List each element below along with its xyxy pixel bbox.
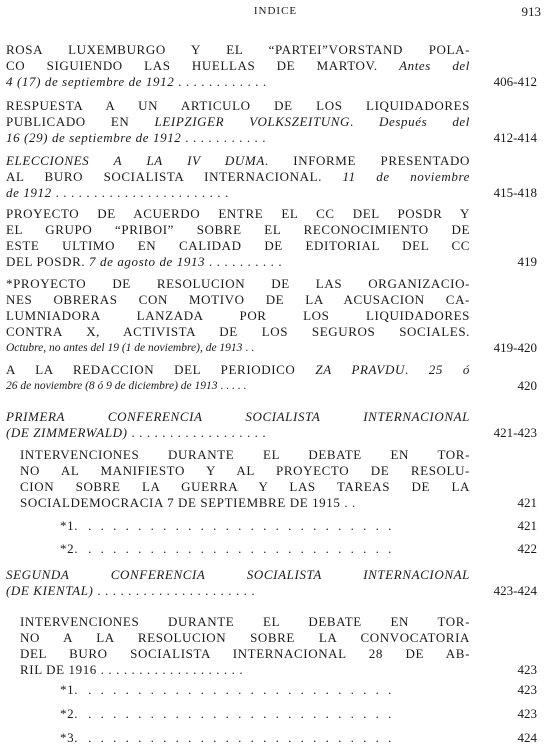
entry-line bbox=[6, 114, 470, 130]
page-reference: 422 bbox=[517, 541, 537, 556]
italic-text: Octubre, no antes del 19 (1 de noviembre), de 1913 bbox=[6, 342, 243, 354]
toc-entry bbox=[20, 614, 470, 678]
entry-text: NO AL MANIFIESTO Y AL PROYECTO DE RESOLU- bbox=[20, 463, 470, 478]
toc-subentry bbox=[60, 706, 470, 722]
toc-entry bbox=[6, 409, 470, 441]
entry-line bbox=[6, 74, 470, 90]
entry-line bbox=[6, 362, 470, 378]
entry-text: . . . . . . . . . . . bbox=[181, 130, 267, 145]
toc-entry bbox=[6, 362, 470, 394]
page-reference: 415-418 bbox=[493, 185, 537, 200]
page-reference: 412-414 bbox=[493, 130, 537, 145]
entry-text: CO SIGUIENDO LAS HUELLAS DE MARTOV. bbox=[6, 58, 400, 73]
entry-line bbox=[60, 682, 470, 698]
entry-text: . bbox=[350, 114, 379, 129]
leader-dots: . . . . . . . . . . . . . . . . . . . . . . . . . bbox=[88, 730, 395, 745]
toc-entry bbox=[6, 42, 470, 90]
italic-text: PRIMERA CONFERENCIA SOCIALISTA INTERNACIONAL bbox=[6, 409, 470, 424]
entry-line bbox=[60, 706, 470, 722]
entry-line bbox=[20, 447, 470, 463]
page-reference: 421-423 bbox=[493, 425, 537, 440]
entry-line bbox=[6, 324, 470, 340]
entry-line bbox=[6, 378, 470, 394]
subentry-label: *1. bbox=[60, 682, 79, 697]
entry-line bbox=[6, 222, 470, 238]
page-reference: 421 bbox=[517, 495, 537, 510]
entry-text: . . . . . . . . . . bbox=[205, 254, 283, 269]
entry-text: . . bbox=[242, 342, 254, 354]
entry-line bbox=[6, 583, 470, 599]
entry-text: . . . . . . . . . . . . . . . . . . . . . . . bbox=[51, 185, 229, 200]
italic-text: LEIPZIGER VOLKSZEITUNG bbox=[154, 114, 351, 129]
entry-text: LUMNIADORA LANZADA POR LOS LIQUIDADORES bbox=[6, 308, 470, 323]
italic-text: ELECCIONES A LA IV DUMA bbox=[6, 153, 265, 168]
entry-text: DEL BURO SOCIALISTA INTERNACIONAL 28 DE AB- bbox=[20, 646, 470, 661]
entry-line bbox=[6, 185, 470, 201]
entry-line bbox=[6, 567, 470, 583]
page-reference: 406-412 bbox=[493, 74, 537, 89]
toc-subentry bbox=[60, 730, 470, 746]
entry-line bbox=[60, 730, 470, 746]
toc-entry bbox=[6, 567, 470, 599]
italic-text: SEGUNDA CONFERENCIA SOCIALISTA INTERNACIONAL bbox=[6, 567, 470, 582]
entry-text: INTERVENCIONES DURANTE EL DEBATE EN TOR- bbox=[20, 614, 470, 629]
subentry-label: *1. bbox=[60, 518, 79, 533]
italic-text: Antes del bbox=[399, 58, 470, 73]
entry-line bbox=[6, 308, 470, 324]
entry-line bbox=[6, 340, 470, 356]
entry-text: . . . . . . . . . . . . . . . . . . bbox=[127, 425, 267, 440]
entry-line bbox=[6, 169, 470, 185]
subentry-label: *3. bbox=[60, 730, 79, 745]
italic-text: Después del bbox=[378, 114, 471, 129]
entry-text: INTERVENCIONES DURANTE EL DEBATE EN TOR- bbox=[20, 447, 470, 462]
italic-text: 25 ó bbox=[428, 362, 470, 377]
entry-line bbox=[6, 276, 470, 292]
toc-subentry bbox=[60, 682, 470, 698]
toc-subentry bbox=[60, 518, 470, 534]
toc-entry bbox=[6, 153, 470, 201]
entry-line bbox=[6, 42, 470, 58]
italic-text: (DE KIENTAL) bbox=[6, 583, 94, 598]
page-reference: 423 bbox=[517, 706, 537, 721]
entry-text: ROSA LUXEMBURGO Y EL “PARTEI”VORSTAND POLA- bbox=[6, 42, 470, 57]
entry-text: CION SOBRE LA GUERRA Y LAS TAREAS DE LA bbox=[20, 479, 470, 494]
entry-line bbox=[6, 58, 470, 74]
italic-text: de 1912 bbox=[6, 185, 52, 200]
entry-text: . INFORME PRESENTADO bbox=[264, 153, 470, 168]
toc-entry bbox=[6, 276, 470, 356]
entry-line bbox=[20, 662, 470, 678]
toc-subentry bbox=[60, 541, 470, 557]
page-header bbox=[0, 5, 551, 21]
entry-text: PUBLICADO EN bbox=[6, 114, 155, 129]
page-reference: 423-424 bbox=[493, 583, 537, 598]
entry-text: . bbox=[404, 362, 429, 377]
entry-line bbox=[20, 495, 470, 511]
toc-entry bbox=[20, 447, 470, 511]
entry-text: . . . . . . . . . . . . . . . . . . . . . bbox=[93, 583, 256, 598]
entry-line bbox=[6, 206, 470, 222]
italic-text: 26 de noviembre (8 ó 9 de diciembre) de 1913 bbox=[6, 380, 218, 392]
page-reference: 423 bbox=[517, 662, 537, 677]
entry-text: DEL POSDR. bbox=[6, 254, 90, 269]
entry-line bbox=[6, 254, 470, 270]
entry-text: ESTE ULTIMO EN CALIDAD DE EDITORIAL DEL CC bbox=[6, 238, 470, 253]
entry-line bbox=[6, 153, 470, 169]
italic-text: 7 de agosto de 1913 bbox=[89, 254, 206, 269]
entry-text: RIL DE 1916 . . . . . . . . . . . . . . . . . . . bbox=[20, 662, 244, 677]
entry-line bbox=[20, 614, 470, 630]
italic-text: 16 (29) de septiembre de 1912 bbox=[6, 130, 182, 145]
page-reference: 424 bbox=[517, 730, 537, 745]
entry-text: AL BURO SOCIALISTA INTERNACIONAL. bbox=[6, 169, 343, 184]
leader-dots: . . . . . . . . . . . . . . . . . . . . . . . . . bbox=[88, 541, 395, 556]
entry-line bbox=[60, 518, 470, 534]
entry-text: NO A LA RESOLUCION SOBRE LA CONVOCATORIA bbox=[20, 630, 470, 645]
entry-line bbox=[6, 238, 470, 254]
page-reference: 419 bbox=[517, 254, 537, 269]
toc-entry bbox=[6, 98, 470, 146]
entry-text: . . . . . bbox=[217, 380, 247, 392]
leader-dots: . . . . . . . . . . . . . . . . . . . . . . . . . bbox=[88, 682, 395, 697]
entry-text: A LA REDACCION DEL PERIODICO bbox=[6, 362, 316, 377]
page-number: 913 bbox=[521, 4, 541, 19]
entry-line bbox=[6, 130, 470, 146]
entry-text: RESPUESTA A UN ARTICULO DE LOS LIQUIDADORES bbox=[6, 98, 470, 113]
entry-text: PROYECTO DE ACUERDO ENTRE EL CC DEL POSDR Y bbox=[6, 206, 470, 221]
page-reference: 419-420 bbox=[493, 340, 537, 355]
leader-dots: . . . . . . . . . . . . . . . . . . . . . . . . . bbox=[88, 706, 395, 721]
italic-text: 4 (17) de septiembre de 1912 bbox=[6, 74, 175, 89]
subentry-label: *2. bbox=[60, 706, 79, 721]
entry-text: EL GRUPO “PRIBOI” SOBRE EL RECONOCIMIENTO DE bbox=[6, 222, 470, 237]
entry-line bbox=[20, 630, 470, 646]
entry-text: CONTRA X, ACTIVISTA DE LOS SEGUROS SOCIALES. bbox=[6, 324, 470, 339]
entry-text: *PROYECTO DE RESOLUCION DE LAS ORGANIZACIO- bbox=[6, 276, 470, 291]
toc-entry bbox=[6, 206, 470, 270]
subentry-label: *2. bbox=[60, 541, 79, 556]
page-reference: 421 bbox=[517, 518, 537, 533]
italic-text: 11 de noviembre bbox=[342, 169, 470, 184]
entry-text: SOCIALDEMOCRACIA 7 DE SEPTIEMBRE DE 1915 . . bbox=[20, 495, 356, 510]
entry-line bbox=[20, 479, 470, 495]
running-title: INDICE bbox=[253, 5, 298, 17]
entry-line bbox=[6, 292, 470, 308]
entry-text: NES OBRERAS CON MOTIVO DE LA ACUSACION CA- bbox=[6, 292, 470, 307]
page-reference: 420 bbox=[517, 378, 537, 393]
entry-line bbox=[6, 98, 470, 114]
entry-line bbox=[6, 409, 470, 425]
italic-text: ZA PRAVDU bbox=[315, 362, 405, 377]
entry-line bbox=[6, 425, 470, 441]
entry-line bbox=[20, 463, 470, 479]
entry-line bbox=[20, 646, 470, 662]
entry-line bbox=[60, 541, 470, 557]
entry-text: . . . . . . . . . . . . bbox=[174, 74, 267, 89]
page-reference: 423 bbox=[517, 682, 537, 697]
leader-dots: . . . . . . . . . . . . . . . . . . . . . . . . . bbox=[88, 518, 395, 533]
italic-text: (DE ZIMMERWALD) bbox=[6, 425, 128, 440]
